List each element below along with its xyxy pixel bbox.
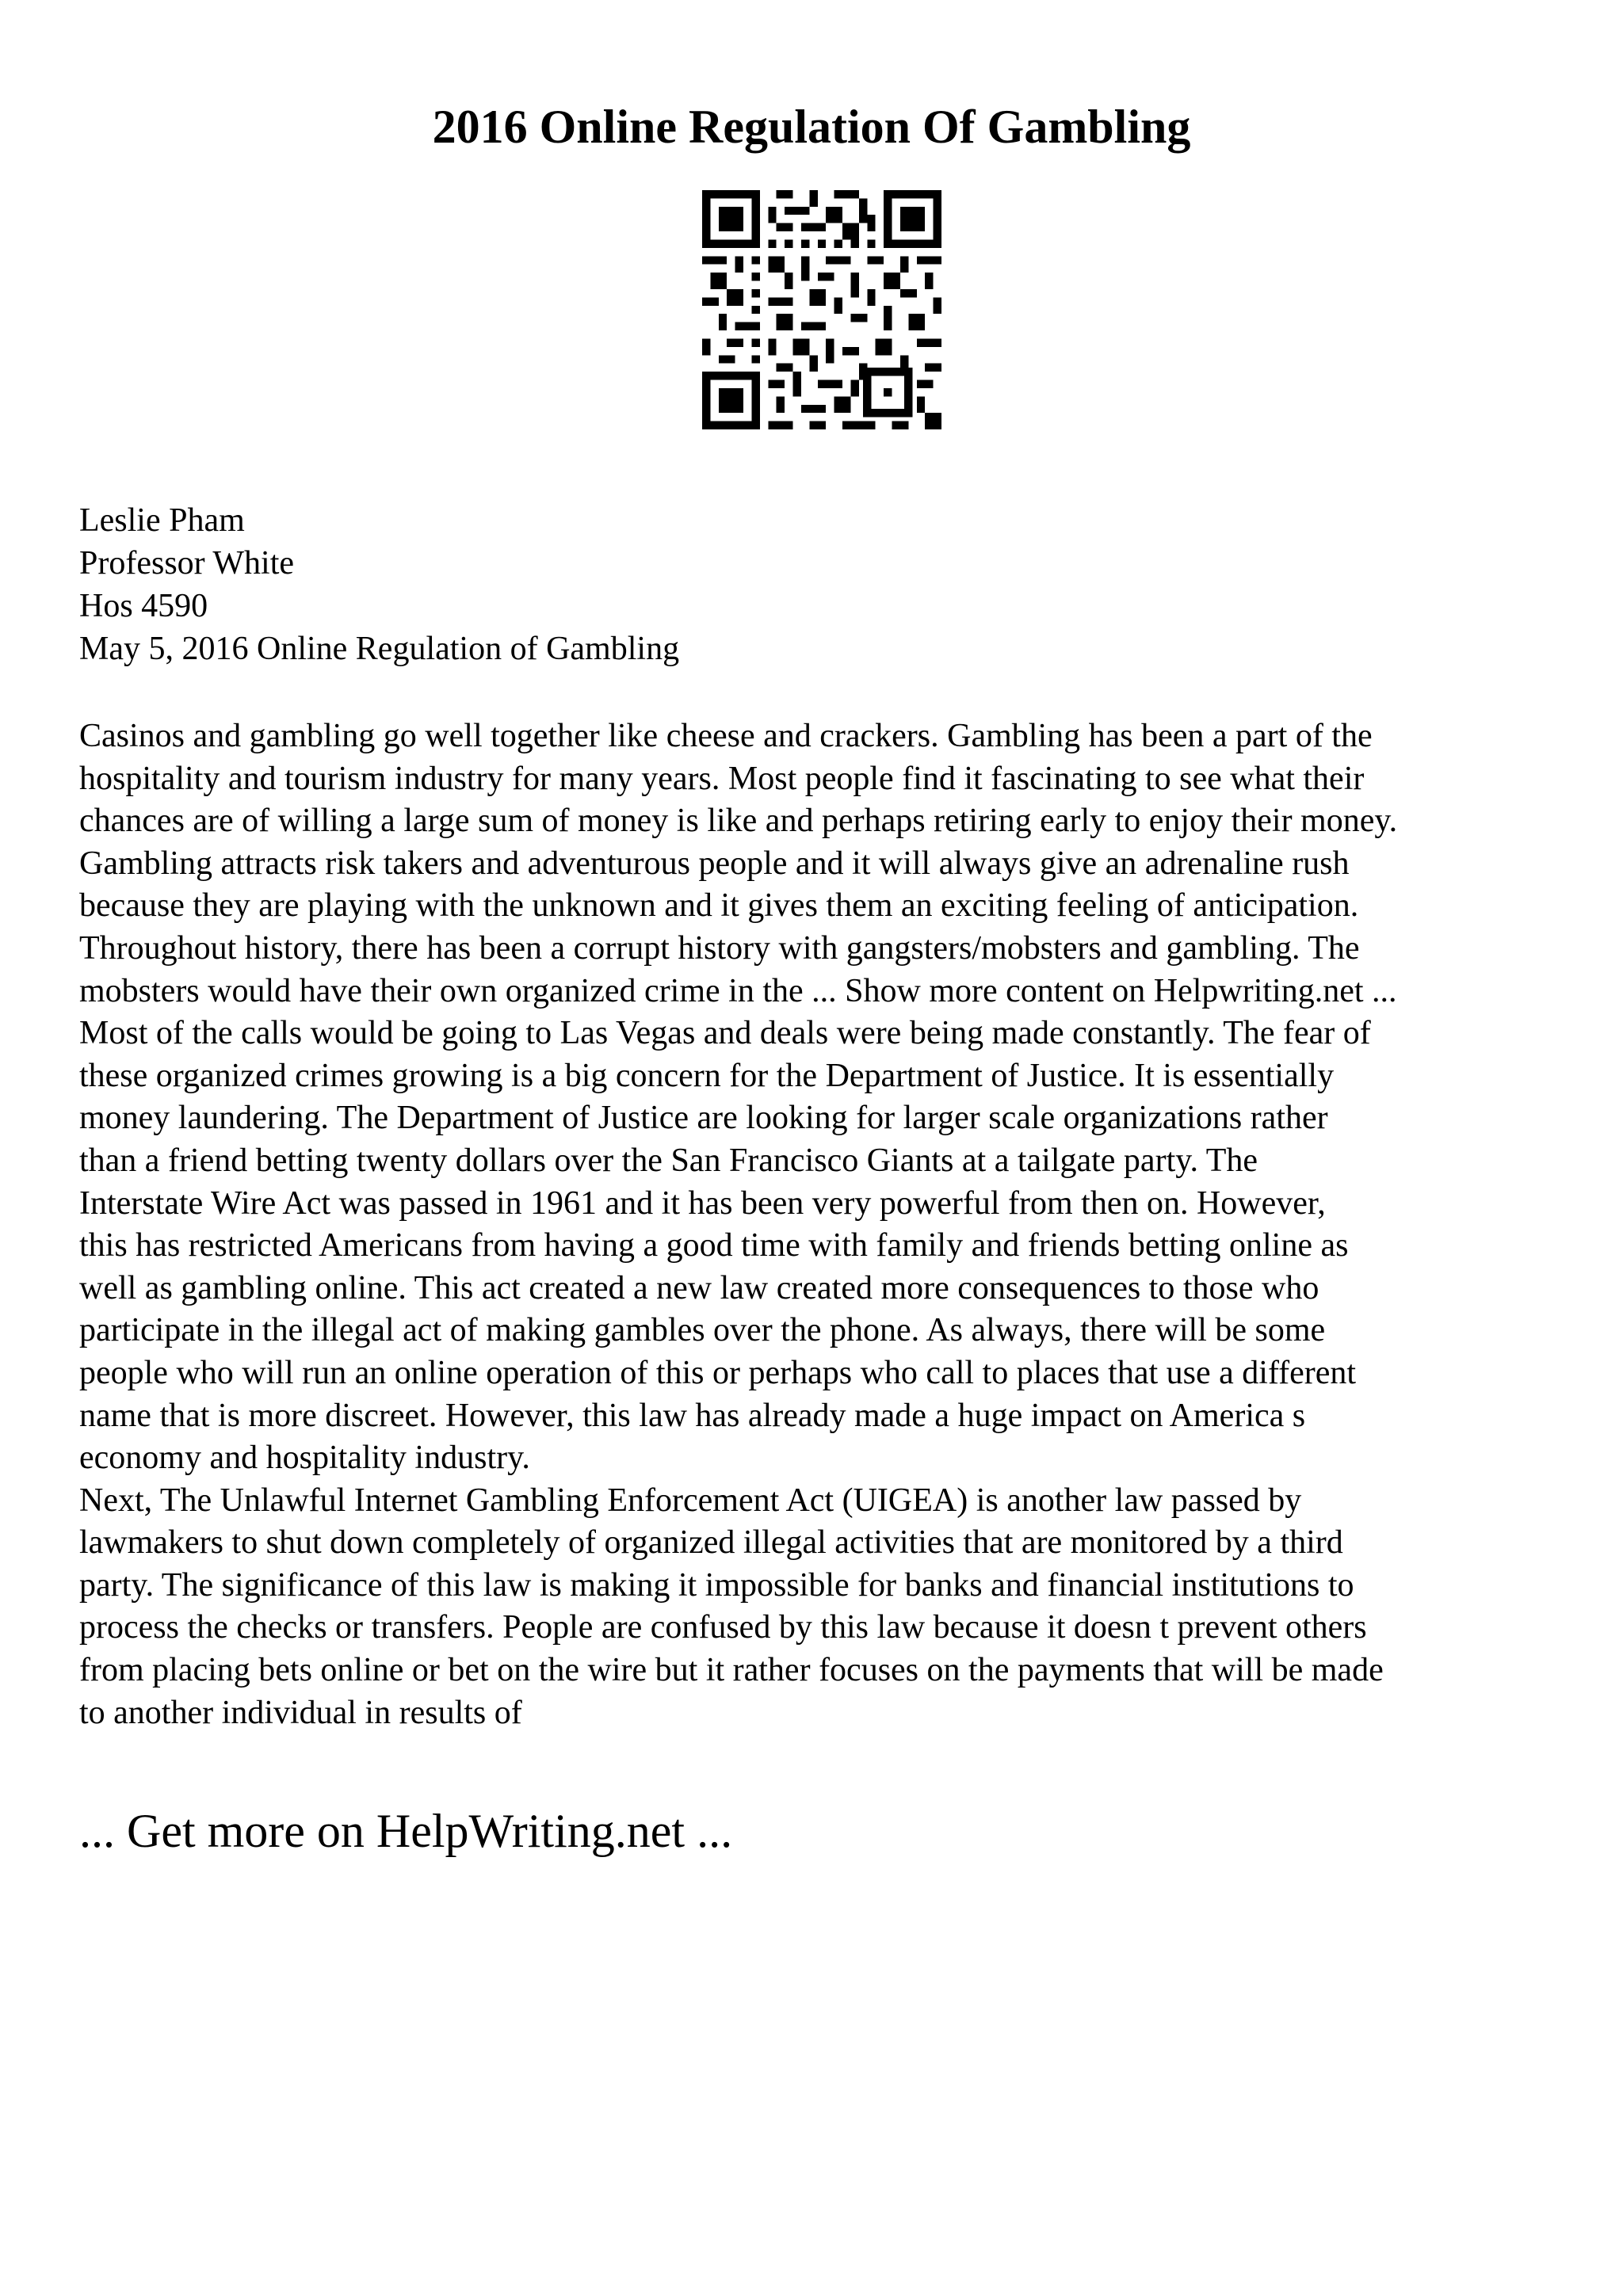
essay-body <box>79 715 1561 1734</box>
body-line: mobsters would have their own organized crime in the ... Show more content on Helpwriting.net ... <box>79 972 1397 1009</box>
body-line: because they are playing with the unknown and it gives them an exciting feeling of anticipation. <box>79 887 1359 925</box>
body-line: from placing bets online or bet on the wire but it rather focuses on the payments that will be made <box>79 1652 1384 1689</box>
qr-code-icon <box>702 190 941 429</box>
body-line: Throughout history, there has been a corrupt history with gangsters/mobsters and gambling. The <box>79 929 1360 967</box>
professor-name: Professor White <box>79 545 295 582</box>
body-line: participate in the illegal act of making gambles over the phone. As always, there will be some <box>79 1312 1326 1349</box>
body-line: to another individual in results of <box>79 1694 522 1731</box>
body-line: hospitality and tourism industry for many years. Most people find it fascinating to see what their <box>79 760 1365 797</box>
document-title: 2016 Online Regulation Of Gambling <box>432 101 1191 153</box>
body-line: this has restricted Americans from having a good time with family and friends betting online as <box>79 1227 1349 1264</box>
body-line: Most of the calls would be going to Las Vegas and deals were being made constantly. The fear of <box>79 1015 1371 1052</box>
author-name: Leslie Pham <box>79 502 245 539</box>
document-header <box>79 499 1553 670</box>
body-line: lawmakers to shut down completely of organized illegal activities that are monitored by a third <box>79 1524 1343 1562</box>
body-line: name that is more discreet. However, this law has already made a huge impact on America s <box>79 1397 1306 1434</box>
body-line: than a friend betting twenty dollars over the San Francisco Giants at a tailgate party. The <box>79 1142 1258 1179</box>
body-line: well as gambling online. This act created a new law created more consequences to those who <box>79 1269 1319 1306</box>
body-line: people who will run an online operation of this or perhaps who call to places that use a different <box>79 1354 1357 1391</box>
body-line: Interstate Wire Act was passed in 1961 and it has been very powerful from then on. However, <box>79 1184 1326 1222</box>
body-line: Next, The Unlawful Internet Gambling Enforcement Act (UIGEA) is another law passed by <box>79 1482 1302 1519</box>
body-line: chances are of willing a large sum of money is like and perhaps retiring early to enjoy their money. <box>79 803 1398 840</box>
body-line: Casinos and gambling go well together like cheese and crackers. Gambling has been a part of the <box>79 718 1373 754</box>
body-line: economy and hospitality industry. <box>79 1440 530 1477</box>
body-line: party. The significance of this law is making it impossible for banks and financial institutions to <box>79 1566 1354 1604</box>
get-more-link[interactable]: ... Get more on HelpWriting.net ... <box>79 1805 733 1857</box>
date-and-subject: May 5, 2016 Online Regulation of Gambling <box>79 631 680 667</box>
body-line: process the checks or transfers. People are confused by this law because it doesn t prevent others <box>79 1609 1367 1646</box>
body-line: money laundering. The Department of Justice are looking for larger scale organizations rather <box>79 1100 1328 1137</box>
body-line: these organized crimes growing is a big concern for the Department of Justice. It is essentially <box>79 1057 1335 1094</box>
course-code: Hos 4590 <box>79 588 208 624</box>
body-line: Gambling attracts risk takers and adventurous people and it will always give an adrenaline rush <box>79 845 1350 882</box>
